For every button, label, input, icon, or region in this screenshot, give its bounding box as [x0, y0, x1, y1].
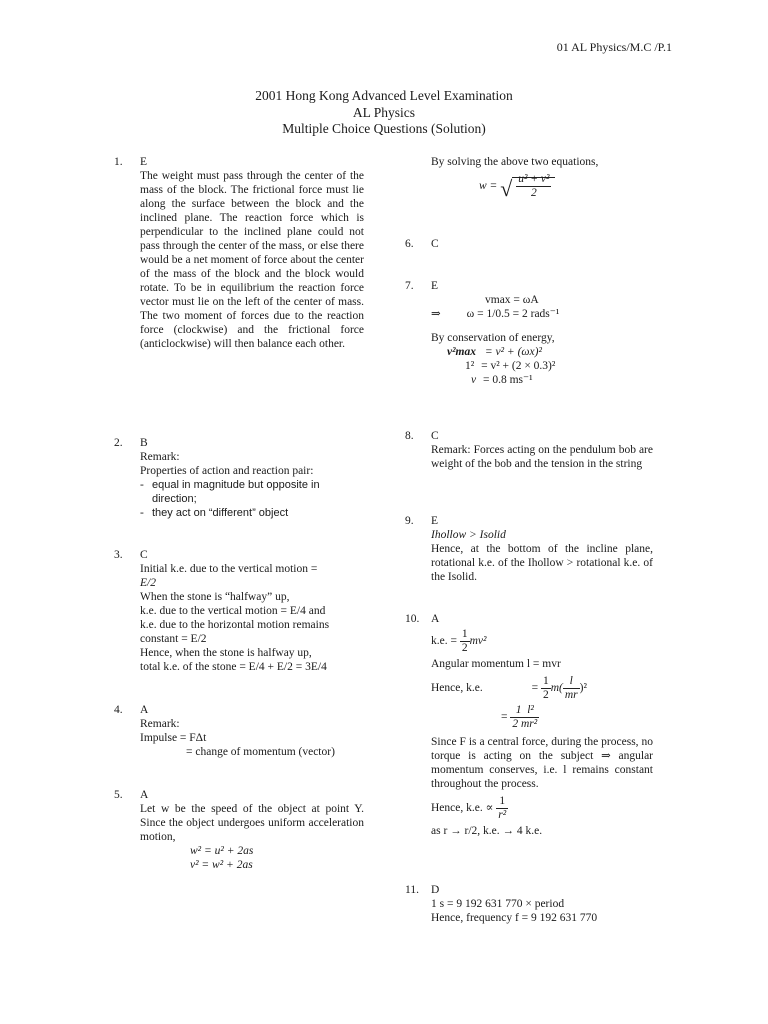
solution-line: constant = E/2 [140, 633, 207, 645]
equation: v = 0.8 ms⁻¹ [471, 374, 533, 386]
answer-letter: A [431, 613, 440, 625]
equation: vmax = ωA [485, 294, 539, 306]
answer-letter: C [431, 430, 439, 442]
question-10 [405, 612, 653, 838]
solution-line: k.e. due to the horizontal motion remains [140, 619, 330, 631]
question-number: 9. [405, 515, 414, 527]
remark-label: Remark: [140, 718, 180, 730]
solution-text: Let w be the speed of the object at point Y. Since the object undergoes uniform acceleration motion, [140, 803, 364, 843]
answer-letter: E [431, 280, 439, 292]
solution-line: By solving the above two equations, [431, 156, 599, 168]
solution-line: Ihollow > Isolid [431, 529, 506, 541]
solution-line: E/2 [140, 577, 156, 589]
question-number: 3. [114, 549, 123, 561]
answer-letter: B [140, 437, 148, 449]
question-4 [114, 703, 364, 759]
question-number: 6. [405, 238, 414, 250]
answer-letter: D [431, 884, 440, 896]
solution-line: Angular momentum l = mvr [431, 658, 561, 670]
equation-lhs: w = [479, 180, 498, 193]
solution-text: Remark: Forces acting on the pendulum bob are weight of the bob and the tension in the string [431, 444, 653, 470]
fraction-denominator: 2 [530, 187, 537, 199]
question-11 [405, 883, 653, 925]
solution-line: k.e. due to the vertical motion = E/4 and [140, 605, 326, 617]
equation-ke-result: = $\frac{\text{1 l²}}{\text{2 mr²}}$ [501, 704, 538, 730]
title-line-1: 2001 Hong Kong Advanced Level Examination [255, 88, 513, 103]
solution-text: Properties of action and reaction pair: [140, 465, 314, 477]
question-number: 4. [114, 704, 123, 716]
solution-line: Impulse = FΔt [140, 732, 207, 744]
solution-line: Hence, frequency f = 9 192 631 770 [431, 912, 598, 924]
answer-letter: C [431, 238, 439, 250]
document-title [0, 88, 768, 138]
solution-text: The weight must pass through the center of the mass of the block. The frictional force must lie along the surface between the block and the inclined plane. The reaction force which is perpendicular to the inclined plane could not pass through the center of the mass, or else there would be a net moment of force about the center of the mass of the block and the block would rotate. To be in equilibrium the reaction force vector must lie on the left of the center of mass. The two moment of forces due to the reaction force (clockwise) and the frictional force (anticlockwise) will then balance each other. [140, 170, 364, 350]
equation: w² = u² + 2as [190, 845, 254, 857]
solution-line: total k.e. of the stone = E/4 + E/2 = 3E/4 [140, 661, 327, 673]
question-2 [114, 436, 364, 520]
proportionality: Hence, k.e. ∝ $\frac{1}{\text{r²}}$ [431, 795, 507, 821]
solution-line: 1 s = 9 192 631 770 × period [431, 898, 565, 910]
solution-line: By conservation of energy, [431, 332, 555, 344]
page-reference: 01 AL Physics/M.C /P.1 [556, 40, 672, 54]
answer-letter: E [431, 515, 439, 527]
question-number: 10. [405, 613, 420, 625]
solution-line: Initial k.e. due to the vertical motion = [140, 563, 318, 575]
answer-letter: E [140, 156, 148, 168]
solution-text: Hence, at the bottom of the incline plane, rotational k.e. of the Ihollow > rotational k.e. of the Isolid. [431, 543, 653, 583]
question-9 [405, 514, 653, 584]
question-7 [405, 279, 653, 387]
question-5-continued [405, 155, 653, 200]
equation-ke-hence: Hence, k.e. = $\frac{1}{2}$ m( $\frac{l}{mr}$ )² [431, 675, 587, 701]
fraction-numerator: u² + v² [518, 173, 550, 185]
equation-w [431, 173, 653, 200]
question-8 [405, 429, 653, 471]
question-number: 1. [114, 156, 123, 168]
equation: 1² = v² + (2 × 0.3)² [465, 360, 556, 372]
list-item: - they act on “different” object [140, 507, 289, 519]
remark-label: Remark: [140, 451, 180, 463]
title-line-2: AL Physics [352, 104, 416, 120]
solution-line: as r → r/2, k.e. → 4 k.e. [431, 825, 543, 837]
equation: v² = w² + 2as [190, 859, 253, 871]
question-number: 11. [405, 884, 419, 896]
equation-ke: k.e. = $\frac{1}{2}$ mv² [431, 628, 487, 654]
answer-letter: A [140, 704, 149, 716]
solution-line: = change of momentum (vector) [186, 746, 335, 758]
square-root: √ $\frac{\text{u² + v²}}{2}$ [500, 173, 555, 200]
equation: ⇒ ω = 1/0.5 = 2 rads⁻¹ [431, 308, 560, 320]
question-number: 2. [114, 437, 123, 449]
list-item: - equal in magnitude but opposite in direction; [140, 479, 320, 505]
answer-letter: C [140, 549, 148, 561]
answer-letter: A [140, 789, 149, 801]
equation: v²max = v² + (ωx)² [447, 346, 542, 358]
question-number: 7. [405, 280, 414, 292]
question-1 [114, 155, 364, 351]
solution-text: Since F is a central force, during the process, no torque is acting on the subject ⇒ angular momentum conserves, i.e. l remains constant throughout the process. [431, 736, 653, 790]
solution-line: Hence, when the stone is halfway up, [140, 647, 312, 659]
question-number: 5. [114, 789, 123, 801]
question-5 [114, 788, 364, 872]
title-line-3: Multiple Choice Questions (Solution) [282, 121, 486, 136]
solution-line: When the stone is “halfway” up, [140, 591, 290, 603]
question-3 [114, 548, 364, 674]
question-6 [405, 237, 653, 251]
question-number: 8. [405, 430, 414, 442]
